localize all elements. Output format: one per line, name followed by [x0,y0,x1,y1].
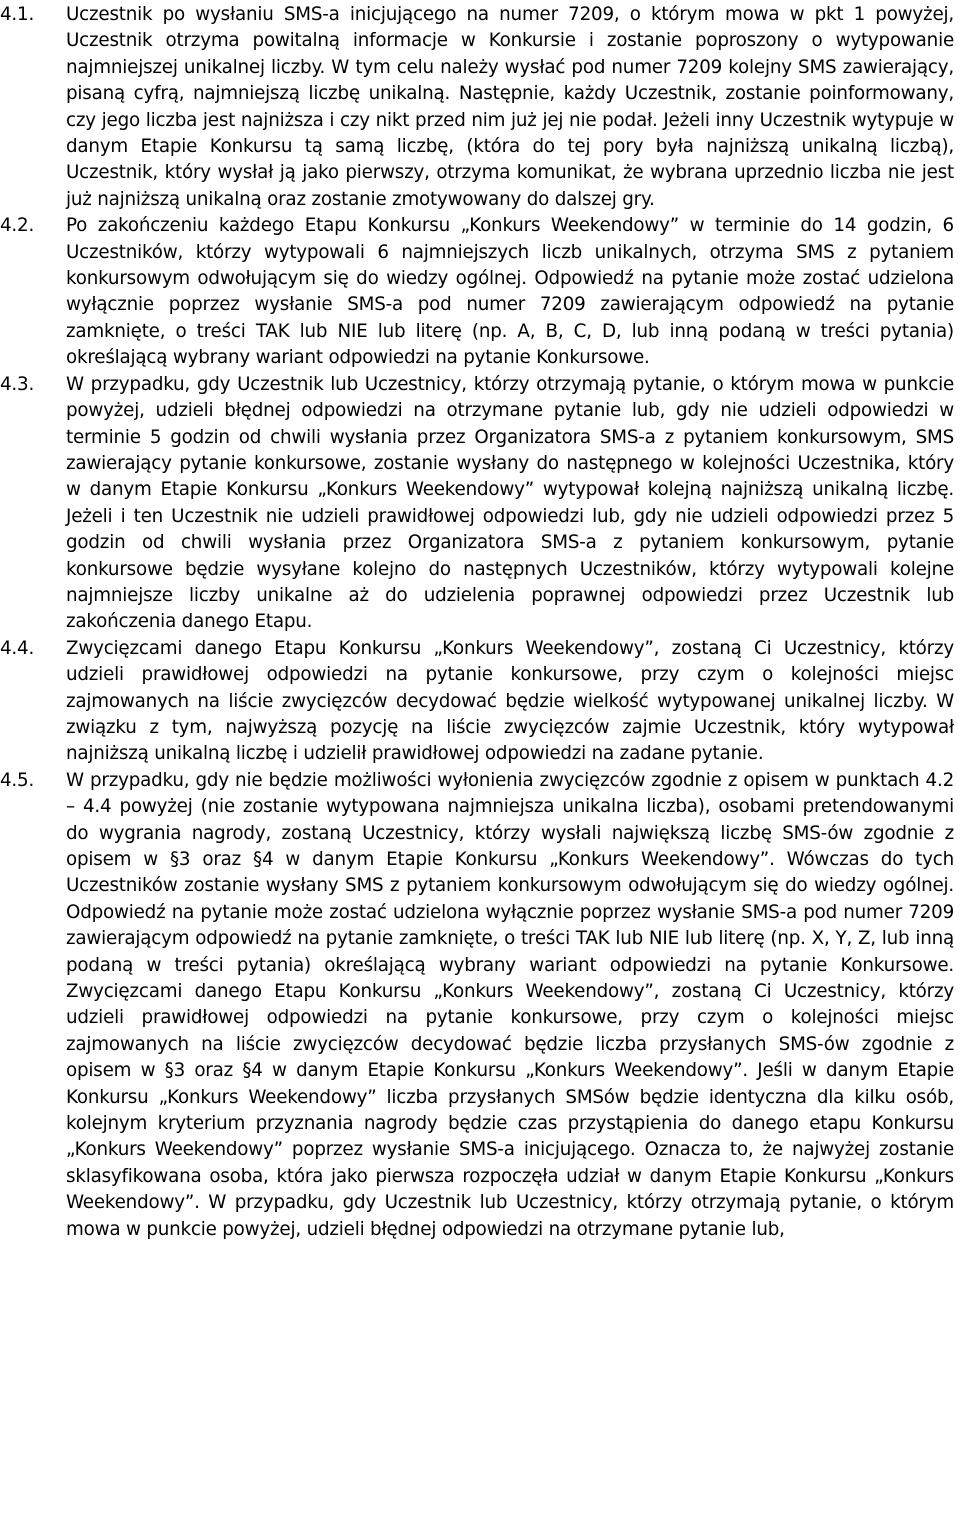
section-number: 4.2. [0,215,35,237]
section-number: 4.1. [0,4,35,25]
section-text: W przypadku, gdy Uczestnik lub Uczestnicy, którzy otrzymają pytanie, o którym mowa w punkcie powyżej, udzieli błędnej odpowiedzi na otrzymane pytanie lub, gdy nie udzieli odpowiedzi w terminie 5 godzin od chwili wysłania przez Organizatora SMS-a z pytaniem konkursowym, SMS zawierający pytanie konkursowe, zostanie wysłany do następnego w kolejności Uczestnika, który w danym Etapie Konkursu „Konkurs Weekendowy” wytypował kolejną najniższą unikalną liczbę. Jeżeli i ten Uczestnik nie udzieli prawidłowej odpowiedzi lub, gdy nie udzieli odpowiedzi przez 5 godzin od chwili wysłania przez Organizatora SMS-a z pytaniem konkursowym, pytanie konkursowe będzie wysyłane kolejno do następnych Uczestników, którzy wytypowali kolejne najmniejsze liczby unikalne aż do udzielenia poprawnej odpowiedzi przez Uczestnik lub zakończenia danego Etapu. [66,373,954,633]
section-4-5 [0,768,960,1243]
section-text: W przypadku, gdy nie będzie możliwości wyłonienia zwycięzców zgodnie z opisem w punktach 4.2 – 4.4 powyżej (nie zostanie wytypowana najmniejsza unikalna liczba), osobami pretendowanymi do wygrania nagrody, zostaną Uczestnicy, którzy wysłali największą liczbę SMS-ów zgodnie z opisem w §3 oraz §4 w danym Etapie Konkursu „Konkurs Weekendowy”. Wówczas do tych Uczestników zostanie wysłany SMS z pytaniem konkursowym odwołującym się do wiedzy ogólnej. Odpowiedź na pytanie może zostać udzielona wyłącznie poprzez wysłanie SMS-a pod numer 7209 zawierającym odpowiedź na pytanie zamknięte, o treści TAK lub NIE lub literę (np. X, Y, Z, lub inną podaną w treści pytania) określającą wybrany wariant odpowiedzi na pytanie Konkursowe. Zwycięzcami danego Etapu Konkursu „Konkurs Weekendowy”, zostaną Ci Uczestnicy, którzy udzieli prawidłowej odpowiedzi na pytanie konkursowe, przy czym o kolejności miejsc zajmowanych na liście zwycięzców decydować będzie liczba przysłanych SMS-ów zgodnie z opisem w §3 oraz §4 w danym Etapie Konkursu „Konkurs Weekendowy”. Jeśli w danym Etapie Konkursu „Konkurs Weekendowy” liczba przysłanych SMSów będzie identyczna dla kilku osób, kolejnym kryterium przyznania nagrody będzie czas przystąpienia do danego etapu Konkursu „Konkurs Weekendowy” poprzez wysłanie SMS-a inicjującego. Oznacza to, że najwyżej zostanie sklasyfikowana osoba, która jako pierwsza rozpoczęła udział w danym Etapie Konkursu „Konkurs Weekendowy”. W przypadku, gdy Uczestnik lub Uczestnicy, którzy otrzymają pytanie, o którym mowa w punkcie powyżej, udzieli błędnej odpowiedzi na otrzymane pytanie lub, [66,769,954,1240]
section-number: 4.3. [0,373,35,395]
section-4-1 [0,2,960,213]
section-text: Po zakończeniu każdego Etapu Konkursu „Konkurs Weekendowy” w terminie do 14 godzin, 6 Uczestników, którzy wytypowali 6 najmniejszych liczb unikalnych, otrzyma SMS z pytaniem konkursowym odwołującym się do wiedzy ogólnej. Odpowiedź na pytanie może zostać udzielona wyłącznie poprzez wysłanie SMS-a pod numer 7209 zawierającym odpowiedź na pytanie zamknięte, o treści TAK lub NIE lub literę (np. A, B, C, D, lub inną podaną w treści pytania) określającą wybrany wariant odpowiedzi na pytanie Konkursowe. [66,215,954,369]
section-4-4 [0,636,960,768]
section-text: Zwycięzcami danego Etapu Konkursu „Konkurs Weekendowy”, zostaną Ci Uczestnicy, którzy udzieli prawidłowej odpowiedzi na pytanie konkursowe, przy czym o kolejności miejsc zajmowanych na liście zwycięzców decydować będzie wielkość wytypowanej unikalnej liczby. W związku z tym, najwyższą pozycję na liście zwycięzców zajmie Uczestnik, który wytypował najniższą unikalną liczbę i udzielił prawidłowej odpowiedzi na zadane pytanie. [66,637,954,765]
section-4-2 [0,213,960,371]
section-text: Uczestnik po wysłaniu SMS-a inicjującego na numer 7209, o którym mowa w pkt 1 powyżej, Uczestnik otrzyma powitalną informacje w Konkursie i zostanie poproszony o wytypowanie najmniejszej unikalnej liczby. W tym celu należy wysłać pod numer 7209 kolejny SMS zawierający, pisaną cyfrą, najmniejszą liczbę unikalną. Następnie, każdy Uczestnik, zostanie poinformowany, czy jego liczba jest najniższa i czy nikt przed nim już jej nie podał. Jeżeli inny Uczestnik wytypuje w danym Etapie Konkursu tą samą liczbę, (która do tej pory była najniższą unikalną liczbą), Uczestnik, który wysłał ją jako pierwszy, otrzyma komunikat, że wybrana uprzednio liczba nie jest już najniższą unikalną oraz zostanie zmotywowany do dalszej gry. [66,4,954,210]
section-number: 4.5. [0,769,35,791]
section-number: 4.4. [0,637,35,659]
section-4-3 [0,372,960,636]
